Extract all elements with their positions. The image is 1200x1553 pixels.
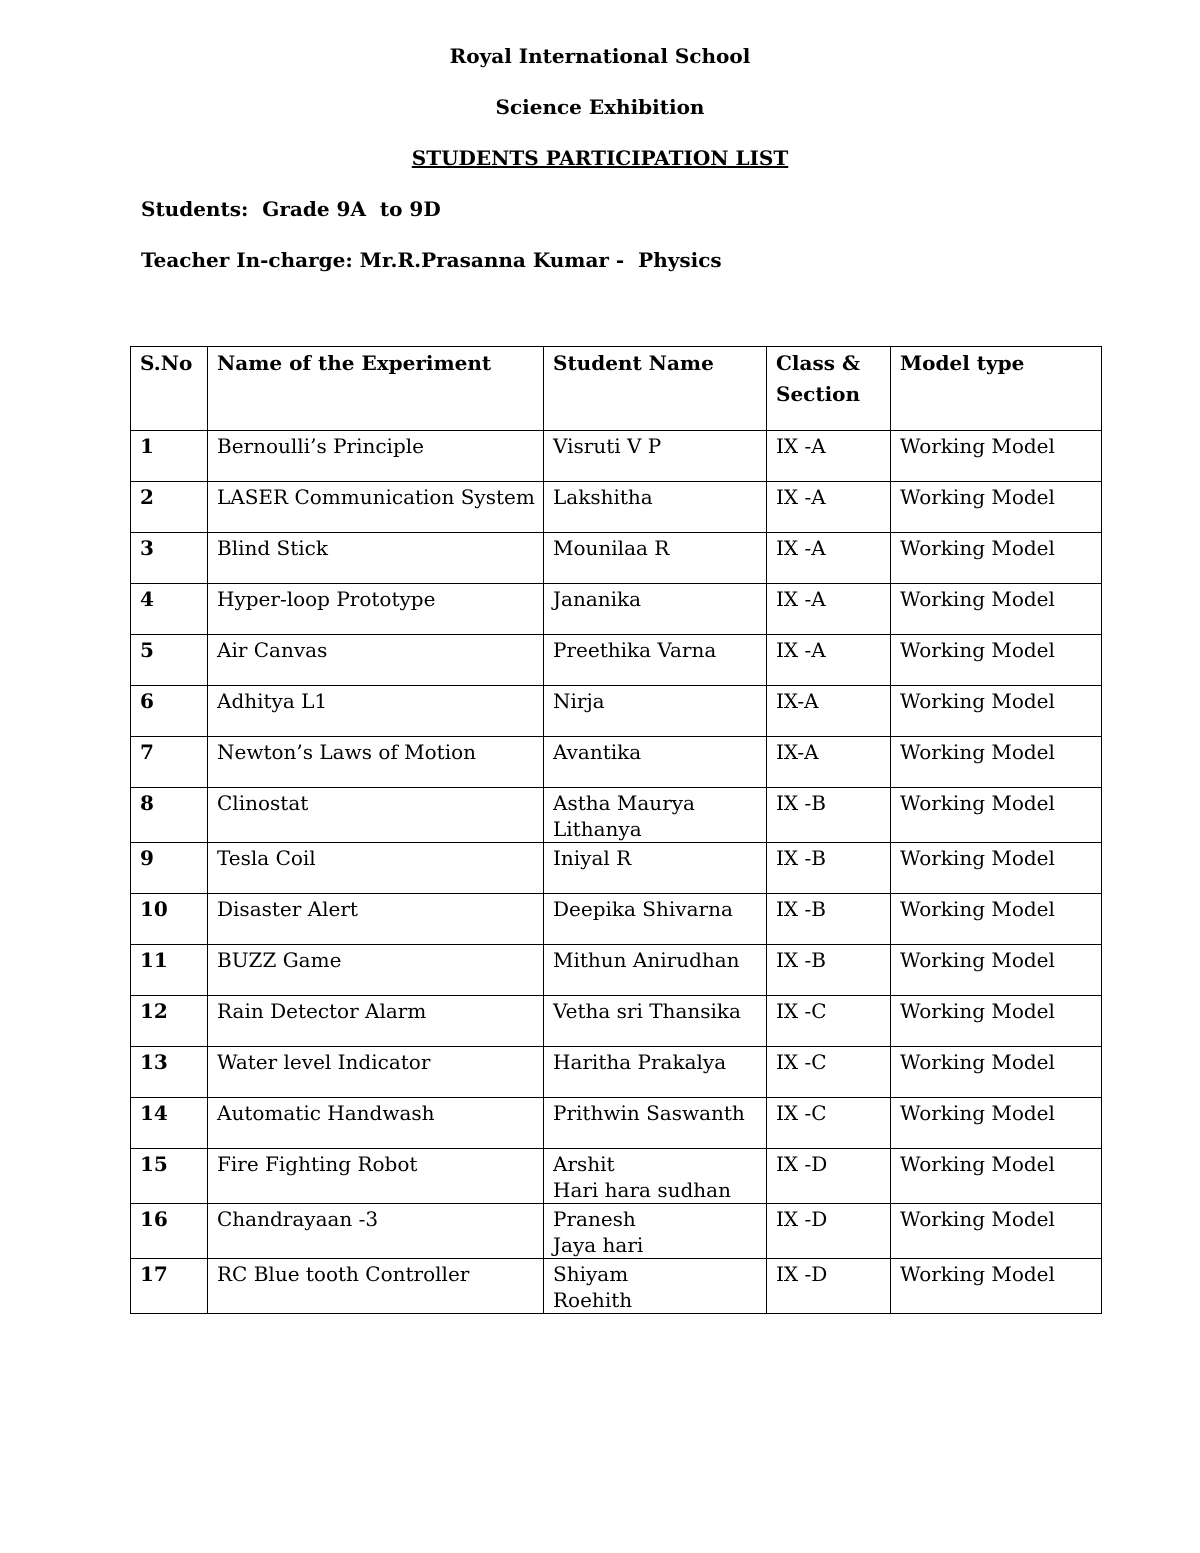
cell-student-name	[544, 635, 767, 686]
cell-sno: 6	[131, 686, 208, 737]
cell-class-section: IX-A	[767, 737, 891, 788]
table-header-row	[131, 347, 1102, 431]
cell-experiment: Automatic Handwash	[208, 1098, 544, 1149]
cell-student-name	[544, 945, 767, 996]
cell-model-type: Working Model	[891, 945, 1102, 996]
cell-experiment: Tesla Coil	[208, 843, 544, 894]
table-row	[131, 788, 1102, 843]
table-row	[131, 635, 1102, 686]
cell-class-section: IX -C	[767, 1047, 891, 1098]
cell-model-type: Working Model	[891, 737, 1102, 788]
cell-sno: 5	[131, 635, 208, 686]
table-row	[131, 996, 1102, 1047]
cell-student-name	[544, 1259, 767, 1314]
cell-class-section: IX -C	[767, 1098, 891, 1149]
cell-sno: 3	[131, 533, 208, 584]
cell-class-section: IX -A	[767, 635, 891, 686]
cell-sno: 14	[131, 1098, 208, 1149]
cell-experiment: Adhitya L1	[208, 686, 544, 737]
cell-student-name	[544, 996, 767, 1047]
cell-student-name	[544, 584, 767, 635]
cell-experiment: Chandrayaan -3	[208, 1204, 544, 1259]
cell-experiment: Bernoulli’s Principle	[208, 431, 544, 482]
student-name: Haritha Prakalya	[553, 1050, 727, 1074]
student-name: Hari hara sudhan	[553, 1178, 731, 1202]
student-name: Shiyam	[553, 1262, 629, 1286]
column-header-student-name: Student Name	[544, 347, 767, 431]
student-name: Jaya hari	[553, 1233, 644, 1257]
table-row	[131, 1098, 1102, 1149]
student-name: Roehith	[553, 1288, 633, 1312]
cell-model-type: Working Model	[891, 788, 1102, 843]
student-name: Arshit	[553, 1152, 615, 1176]
participation-table	[130, 346, 1102, 1314]
cell-student-name	[544, 737, 767, 788]
cell-model-type: Working Model	[891, 482, 1102, 533]
student-name: Astha Maurya	[553, 791, 695, 815]
cell-student-name	[544, 788, 767, 843]
cell-sno: 12	[131, 996, 208, 1047]
cell-model-type: Working Model	[891, 533, 1102, 584]
cell-class-section: IX -A	[767, 584, 891, 635]
cell-sno: 13	[131, 1047, 208, 1098]
cell-model-type: Working Model	[891, 1259, 1102, 1314]
cell-model-type: Working Model	[891, 431, 1102, 482]
cell-student-name	[544, 533, 767, 584]
cell-class-section: IX -D	[767, 1149, 891, 1204]
cell-sno: 7	[131, 737, 208, 788]
cell-class-section: IX -D	[767, 1259, 891, 1314]
table-row	[131, 945, 1102, 996]
student-name: Mounilaa R	[553, 536, 670, 560]
cell-sno: 4	[131, 584, 208, 635]
students-grade-line: Students: Grade 9A to 9D	[141, 197, 441, 221]
cell-model-type: Working Model	[891, 584, 1102, 635]
student-name: Pranesh	[553, 1207, 636, 1231]
teacher-in-charge-line: Teacher In-charge: Mr.R.Prasanna Kumar - Physics	[141, 248, 722, 272]
cell-student-name	[544, 482, 767, 533]
cell-class-section: IX -C	[767, 996, 891, 1047]
cell-class-section: IX -A	[767, 482, 891, 533]
cell-sno: 1	[131, 431, 208, 482]
cell-student-name	[544, 431, 767, 482]
cell-model-type: Working Model	[891, 686, 1102, 737]
cell-experiment: Fire Fighting Robot	[208, 1149, 544, 1204]
table-row	[131, 843, 1102, 894]
cell-model-type: Working Model	[891, 635, 1102, 686]
cell-experiment: Air Canvas	[208, 635, 544, 686]
cell-student-name	[544, 1098, 767, 1149]
cell-student-name	[544, 894, 767, 945]
cell-student-name	[544, 686, 767, 737]
cell-student-name	[544, 843, 767, 894]
cell-experiment: RC Blue tooth Controller	[208, 1259, 544, 1314]
student-name: Lakshitha	[553, 485, 653, 509]
cell-experiment: Rain Detector Alarm	[208, 996, 544, 1047]
student-name: Preethika Varna	[553, 638, 717, 662]
cell-student-name	[544, 1204, 767, 1259]
column-header-experiment: Name of the Experiment	[208, 347, 544, 431]
cell-model-type: Working Model	[891, 843, 1102, 894]
student-name: Deepika Shivarna	[553, 897, 733, 921]
cell-class-section: IX -B	[767, 843, 891, 894]
student-name: Visruti V P	[553, 434, 662, 458]
table-row	[131, 686, 1102, 737]
student-name: Iniyal R	[553, 846, 632, 870]
cell-sno: 17	[131, 1259, 208, 1314]
table-row	[131, 533, 1102, 584]
cell-sno: 11	[131, 945, 208, 996]
cell-model-type: Working Model	[891, 1098, 1102, 1149]
cell-class-section: IX -B	[767, 894, 891, 945]
table-row	[131, 1149, 1102, 1204]
table-row	[131, 1204, 1102, 1259]
cell-experiment: Hyper-loop Prototype	[208, 584, 544, 635]
cell-sno: 16	[131, 1204, 208, 1259]
cell-sno: 15	[131, 1149, 208, 1204]
cell-experiment: Blind Stick	[208, 533, 544, 584]
cell-model-type: Working Model	[891, 1204, 1102, 1259]
student-name: Prithwin Saswanth	[553, 1101, 745, 1125]
student-name: Lithanya	[553, 817, 642, 841]
cell-student-name	[544, 1047, 767, 1098]
cell-model-type: Working Model	[891, 996, 1102, 1047]
cell-model-type: Working Model	[891, 1047, 1102, 1098]
table-row	[131, 431, 1102, 482]
cell-sno: 8	[131, 788, 208, 843]
cell-student-name	[544, 1149, 767, 1204]
cell-model-type: Working Model	[891, 1149, 1102, 1204]
cell-class-section: IX -D	[767, 1204, 891, 1259]
cell-experiment: Newton’s Laws of Motion	[208, 737, 544, 788]
cell-experiment: Disaster Alert	[208, 894, 544, 945]
student-name: Avantika	[553, 740, 642, 764]
school-name: Royal International School	[449, 44, 751, 68]
table-row	[131, 1259, 1102, 1314]
table-row	[131, 584, 1102, 635]
table-row	[131, 737, 1102, 788]
cell-experiment: LASER Communication System	[208, 482, 544, 533]
table-row	[131, 894, 1102, 945]
cell-model-type: Working Model	[891, 894, 1102, 945]
table-row	[131, 482, 1102, 533]
column-header-sno: S.No	[131, 347, 208, 431]
cell-class-section: IX -B	[767, 788, 891, 843]
list-title: STUDENTS PARTICIPATION LIST	[411, 146, 789, 170]
cell-experiment: Clinostat	[208, 788, 544, 843]
column-header-class-section: Class & Section	[767, 347, 891, 431]
event-title: Science Exhibition	[495, 95, 705, 119]
cell-class-section: IX -A	[767, 431, 891, 482]
cell-experiment: BUZZ Game	[208, 945, 544, 996]
student-name: Nirja	[553, 689, 605, 713]
table-row	[131, 1047, 1102, 1098]
cell-class-section: IX -B	[767, 945, 891, 996]
cell-sno: 2	[131, 482, 208, 533]
cell-experiment: Water level Indicator	[208, 1047, 544, 1098]
cell-class-section: IX -A	[767, 533, 891, 584]
student-name: Mithun Anirudhan	[553, 948, 740, 972]
student-name: Vetha sri Thansika	[553, 999, 741, 1023]
student-name: Jananika	[553, 587, 642, 611]
table-body	[131, 431, 1102, 1314]
cell-class-section: IX-A	[767, 686, 891, 737]
cell-sno: 10	[131, 894, 208, 945]
cell-sno: 9	[131, 843, 208, 894]
column-header-model-type: Model type	[891, 347, 1102, 431]
